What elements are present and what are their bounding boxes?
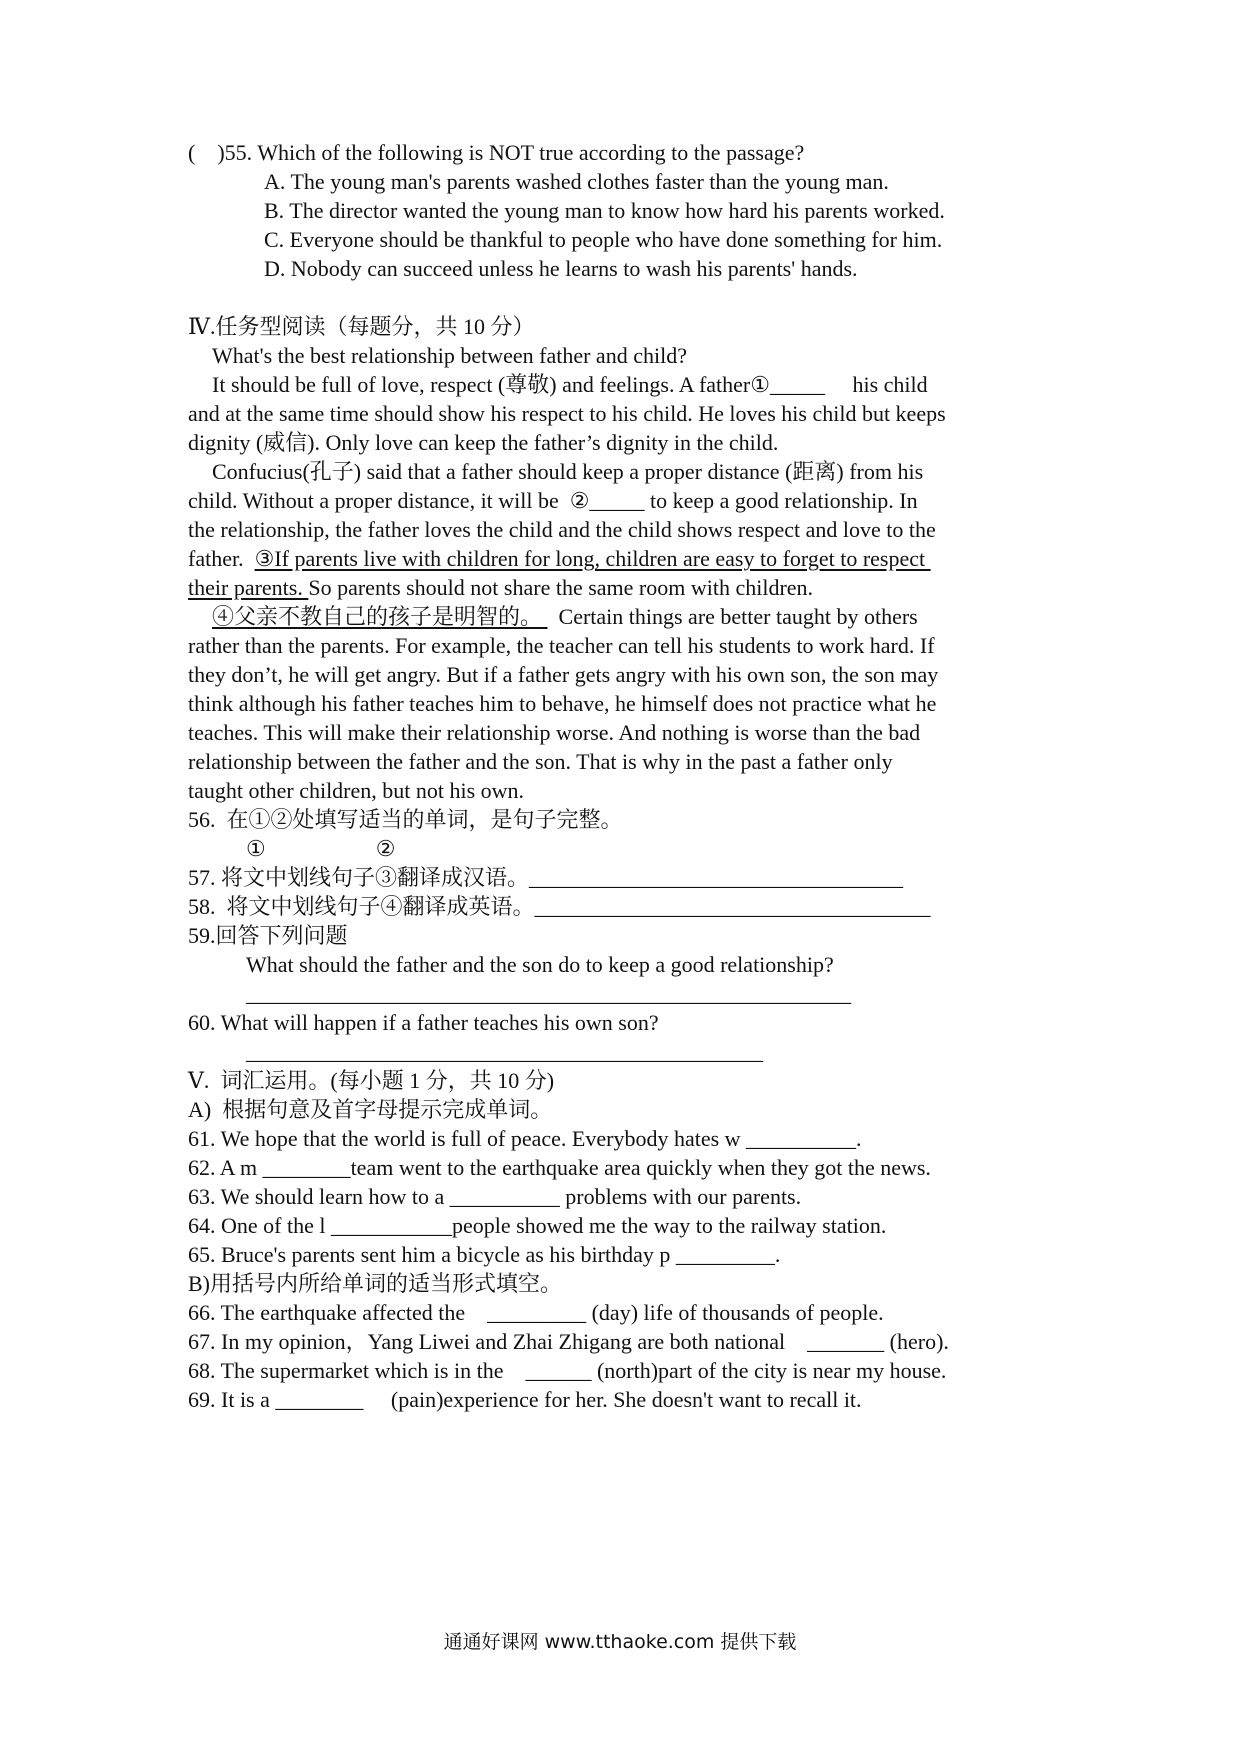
vocab-item-63: 63. We should learn how to a __________ problems with our parents.	[188, 1184, 802, 1209]
passage-text: So parents should not share the same room with children.	[308, 575, 814, 600]
passage-line: and at the same time should show his respect to his child. He loves his child but keeps	[188, 401, 946, 426]
question-55-option-a: A. The young man's parents washed clothes faster than the young man.	[264, 169, 889, 194]
question-56-blanks: ① ②	[246, 836, 396, 861]
question-57: 57. 将文中划线句子③翻译成汉语。__________________________________	[188, 865, 904, 890]
passage-line: relationship between the father and the son. That is why in the past a father only	[188, 749, 893, 774]
section-5-heading: Ⅴ. 词汇运用。(每小题 1 分，共 10 分)	[188, 1068, 555, 1093]
question-60-answer-line: _______________________________________________	[246, 1039, 763, 1064]
question-59-prompt: What should the father and the son do to keep a good relationship?	[246, 952, 834, 977]
passage-line: It should be full of love, respect (尊敬) and feelings. A father①_____ his child	[212, 372, 928, 397]
passage-line: dignity (威信). Only love can keep the father’s dignity in the child.	[188, 430, 779, 455]
passage-line: they don’t, he will get angry. But if a father gets angry with his own son, the son may	[188, 662, 939, 687]
vocab-item-69: 69. It is a ________ (pain)experience for her. She doesn't want to recall it.	[188, 1387, 862, 1412]
passage-line: child. Without a proper distance, it will be ②_____ to keep a good relationship. In	[188, 488, 918, 513]
underlined-sentence-3: ③If parents live with children for long, children are easy to forget to respect	[254, 546, 931, 571]
question-55-option-d: D. Nobody can succeed unless he learns to wash his parents' hands.	[264, 256, 858, 281]
vocab-item-66: 66. The earthquake affected the _________ (day) life of thousands of people.	[188, 1300, 884, 1325]
question-55-option-c: C. Everyone should be thankful to people who have done something for him.	[264, 227, 943, 252]
question-56: 56. 在①②处填写适当的单词，是句子完整。	[188, 807, 623, 832]
passage-line: the relationship, the father loves the child and the child shows respect and love to the	[188, 517, 936, 542]
question-59-answer-line: _______________________________________________________	[246, 981, 851, 1006]
passage-line: think although his father teaches him to behave, he himself does not practice what he	[188, 691, 937, 716]
passage-line: teaches. This will make their relationship worse. And nothing is worse than the bad	[188, 720, 921, 745]
passage-paragraph-1: What's the best relationship between father and child?	[212, 343, 687, 368]
passage-text: father.	[188, 546, 255, 571]
page-footer: 通通好课网 www.tthaoke.com 提供下载	[443, 1631, 797, 1653]
section-5-part-b: B)用括号内所给单词的适当形式填空。	[188, 1271, 563, 1296]
vocab-item-61: 61. We hope that the world is full of peace. Everybody hates w __________.	[188, 1126, 862, 1151]
passage-text: Certain things are better taught by others	[547, 604, 918, 629]
passage-line: rather than the parents. For example, the teacher can tell his students to work hard. If	[188, 633, 935, 658]
section-4-heading: Ⅳ.任务型阅读（每题分，共 10 分）	[188, 314, 535, 339]
passage-line: taught other children, but not his own.	[188, 778, 525, 803]
underlined-sentence-3-end: their parents.	[188, 575, 309, 600]
question-58: 58. 将文中划线句子④翻译成英语。____________________________________	[188, 894, 931, 919]
passage-line: Confucius(孔子) said that a father should keep a proper distance (距离) from his	[212, 459, 924, 484]
question-60: 60. What will happen if a father teaches his own son?	[188, 1010, 659, 1035]
vocab-item-65: 65. Bruce's parents sent him a bicycle as his birthday p _________.	[188, 1242, 781, 1267]
vocab-item-62: 62. A m ________team went to the earthquake area quickly when they got the news.	[188, 1155, 931, 1180]
underlined-sentence-4: ④父亲不教自己的孩子是明智的。	[212, 604, 548, 629]
section-5-part-a: A) 根据句意及首字母提示完成单词。	[188, 1097, 553, 1122]
vocab-item-64: 64. One of the l ___________people showed me the way to the railway station.	[188, 1213, 887, 1238]
vocab-item-68: 68. The supermarket which is in the ______ (north)part of the city is near my house.	[188, 1358, 947, 1383]
question-55-stem: ( )55. Which of the following is NOT true according to the passage?	[188, 140, 805, 165]
question-55-option-b: B. The director wanted the young man to know how hard his parents worked.	[264, 198, 945, 223]
question-59: 59.回答下列问题	[188, 923, 348, 948]
vocab-item-67: 67. In my opinion，Yang Liwei and Zhai Zhigang are both national _______ (hero).	[188, 1329, 949, 1354]
